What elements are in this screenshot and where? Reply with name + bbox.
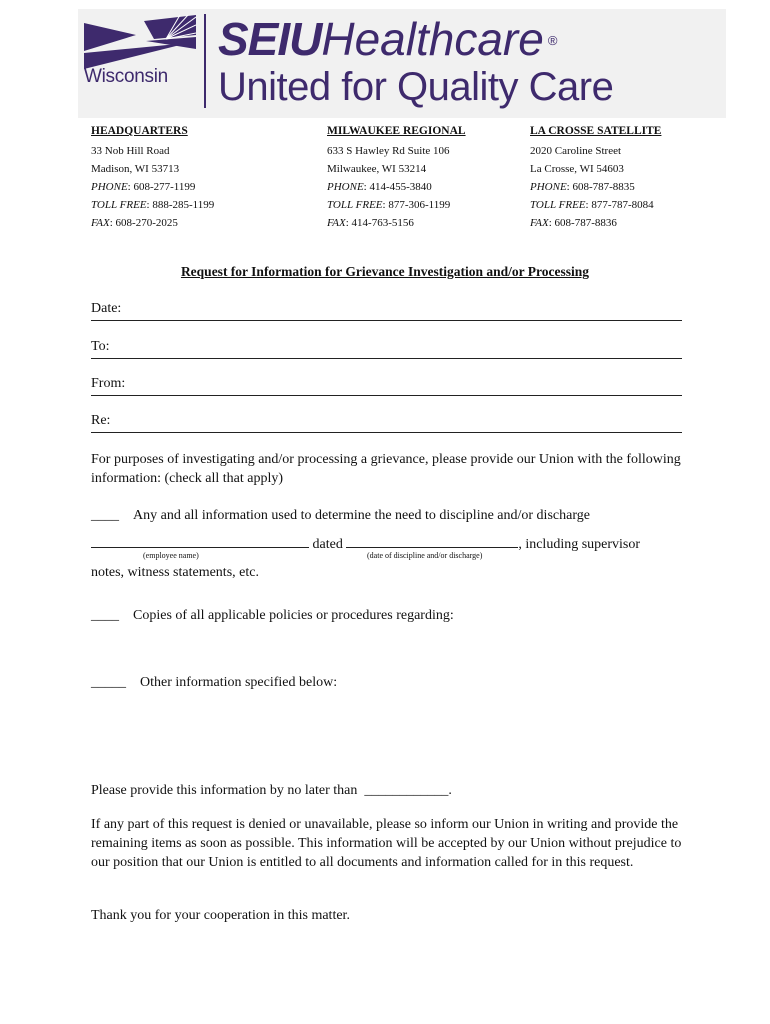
fax-label: FAX bbox=[91, 217, 110, 229]
discipline-date-caption: (date of discipline and/or discharge) bbox=[367, 551, 483, 560]
logo-brand bbox=[218, 12, 557, 68]
office-milwaukee bbox=[327, 122, 466, 232]
office-tollfree bbox=[91, 196, 214, 214]
tollfree-label: TOLL FREE bbox=[530, 199, 586, 211]
deadline-blank[interactable]: ____________ bbox=[364, 783, 449, 798]
logo-divider bbox=[204, 14, 206, 108]
item-3 bbox=[91, 673, 691, 692]
office-phone bbox=[91, 178, 214, 196]
fax-value: : 608-270-2025 bbox=[109, 217, 178, 229]
office-phone bbox=[530, 178, 661, 196]
to-field[interactable] bbox=[91, 338, 682, 359]
re-label: Re: bbox=[91, 413, 111, 428]
document-title: Request for Information for Grievance Investigation and/or Processing bbox=[180, 264, 590, 279]
office-address-1: 2020 Caroline Street bbox=[530, 145, 622, 157]
office-address-2: Milwaukee, WI 53214 bbox=[327, 163, 427, 175]
date-field[interactable] bbox=[91, 300, 682, 321]
phone-value: : 608-787-8835 bbox=[566, 181, 635, 193]
item-3-text: Other information specified below: bbox=[140, 675, 338, 690]
item-1-text: Any and all information used to determine the need to discipline and/or discharge bbox=[133, 508, 590, 523]
phone-label: PHONE bbox=[91, 181, 128, 193]
office-address-2: Madison, WI 53713 bbox=[91, 163, 180, 175]
fax-label: FAX bbox=[530, 217, 549, 229]
logo-brand-bold: SEIU bbox=[218, 13, 322, 65]
office-address-1: 33 Nob Hill Road bbox=[91, 145, 170, 157]
logo-brand-rest: Healthcare bbox=[321, 13, 544, 65]
employee-name-blank[interactable] bbox=[91, 533, 309, 548]
fax-value: : 608-787-8836 bbox=[548, 217, 617, 229]
office-address-2: La Crosse, WI 54603 bbox=[530, 163, 624, 175]
office-fax bbox=[327, 214, 466, 232]
office-headquarters bbox=[91, 122, 214, 232]
from-label: From: bbox=[91, 376, 126, 391]
deadline-line bbox=[91, 781, 691, 800]
including-text: , including supervisor bbox=[518, 537, 641, 552]
office-phone bbox=[327, 178, 466, 196]
deadline-text: Please provide this information by no later than bbox=[91, 783, 358, 798]
fax-label: FAX bbox=[327, 217, 346, 229]
item-2-text: Copies of all applicable policies or procedures regarding: bbox=[133, 608, 454, 623]
item-1-checkbox[interactable]: ____ bbox=[91, 508, 119, 523]
office-fax bbox=[91, 214, 214, 232]
dated-label: dated bbox=[312, 537, 343, 552]
phone-label: PHONE bbox=[327, 181, 364, 193]
intro-paragraph: For purposes of investigating and/or processing a grievance, please provide our Union with the following information: (check all that apply) bbox=[91, 452, 681, 486]
from-field[interactable] bbox=[91, 375, 682, 396]
office-fax bbox=[530, 214, 661, 232]
office-title: LA CROSSE SATELLITE bbox=[530, 125, 662, 137]
item-2 bbox=[91, 606, 691, 625]
logo-state-name: Wisconsin bbox=[84, 66, 168, 87]
office-tollfree bbox=[327, 196, 466, 214]
discipline-date-blank[interactable] bbox=[346, 533, 518, 548]
closing-line: Thank you for your cooperation in this matter. bbox=[91, 908, 350, 923]
tollfree-value: : 877-787-8084 bbox=[585, 199, 654, 211]
logo-tagline: United for Quality Care bbox=[218, 65, 614, 109]
denial-paragraph: If any part of this request is denied or unavailable, please so inform our Union in writing and provide the remaining items as soon as possible. This information will be accepted by our Union without prejudice to our position that our Union is entitled to all documents and information called for in this request. bbox=[91, 817, 682, 870]
date-label: Date: bbox=[91, 301, 122, 316]
to-label: To: bbox=[91, 339, 110, 354]
tollfree-value: : 888-285-1199 bbox=[146, 199, 215, 211]
item-3-checkbox[interactable]: _____ bbox=[91, 675, 126, 690]
phone-label: PHONE bbox=[530, 181, 567, 193]
phone-value: : 608-277-1199 bbox=[127, 181, 196, 193]
fax-value: : 414-763-5156 bbox=[345, 217, 414, 229]
tollfree-label: TOLL FREE bbox=[91, 199, 147, 211]
phone-value: : 414-455-3840 bbox=[363, 181, 432, 193]
office-address-1: 633 S Hawley Rd Suite 106 bbox=[327, 145, 450, 157]
item-1-continuation: notes, witness statements, etc. bbox=[91, 565, 259, 580]
deadline-end: . bbox=[448, 783, 452, 798]
tollfree-value: : 877-306-1199 bbox=[382, 199, 451, 211]
item-2-checkbox[interactable]: ____ bbox=[91, 608, 119, 623]
office-title: MILWAUKEE REGIONAL bbox=[327, 125, 466, 137]
registered-mark: ® bbox=[547, 33, 558, 48]
item-1 bbox=[91, 506, 691, 525]
office-la-crosse bbox=[530, 122, 661, 232]
re-field[interactable] bbox=[91, 412, 682, 433]
tollfree-label: TOLL FREE bbox=[327, 199, 383, 211]
office-title: HEADQUARTERS bbox=[91, 125, 188, 137]
office-tollfree bbox=[530, 196, 661, 214]
employee-name-caption: (employee name) bbox=[143, 551, 199, 560]
